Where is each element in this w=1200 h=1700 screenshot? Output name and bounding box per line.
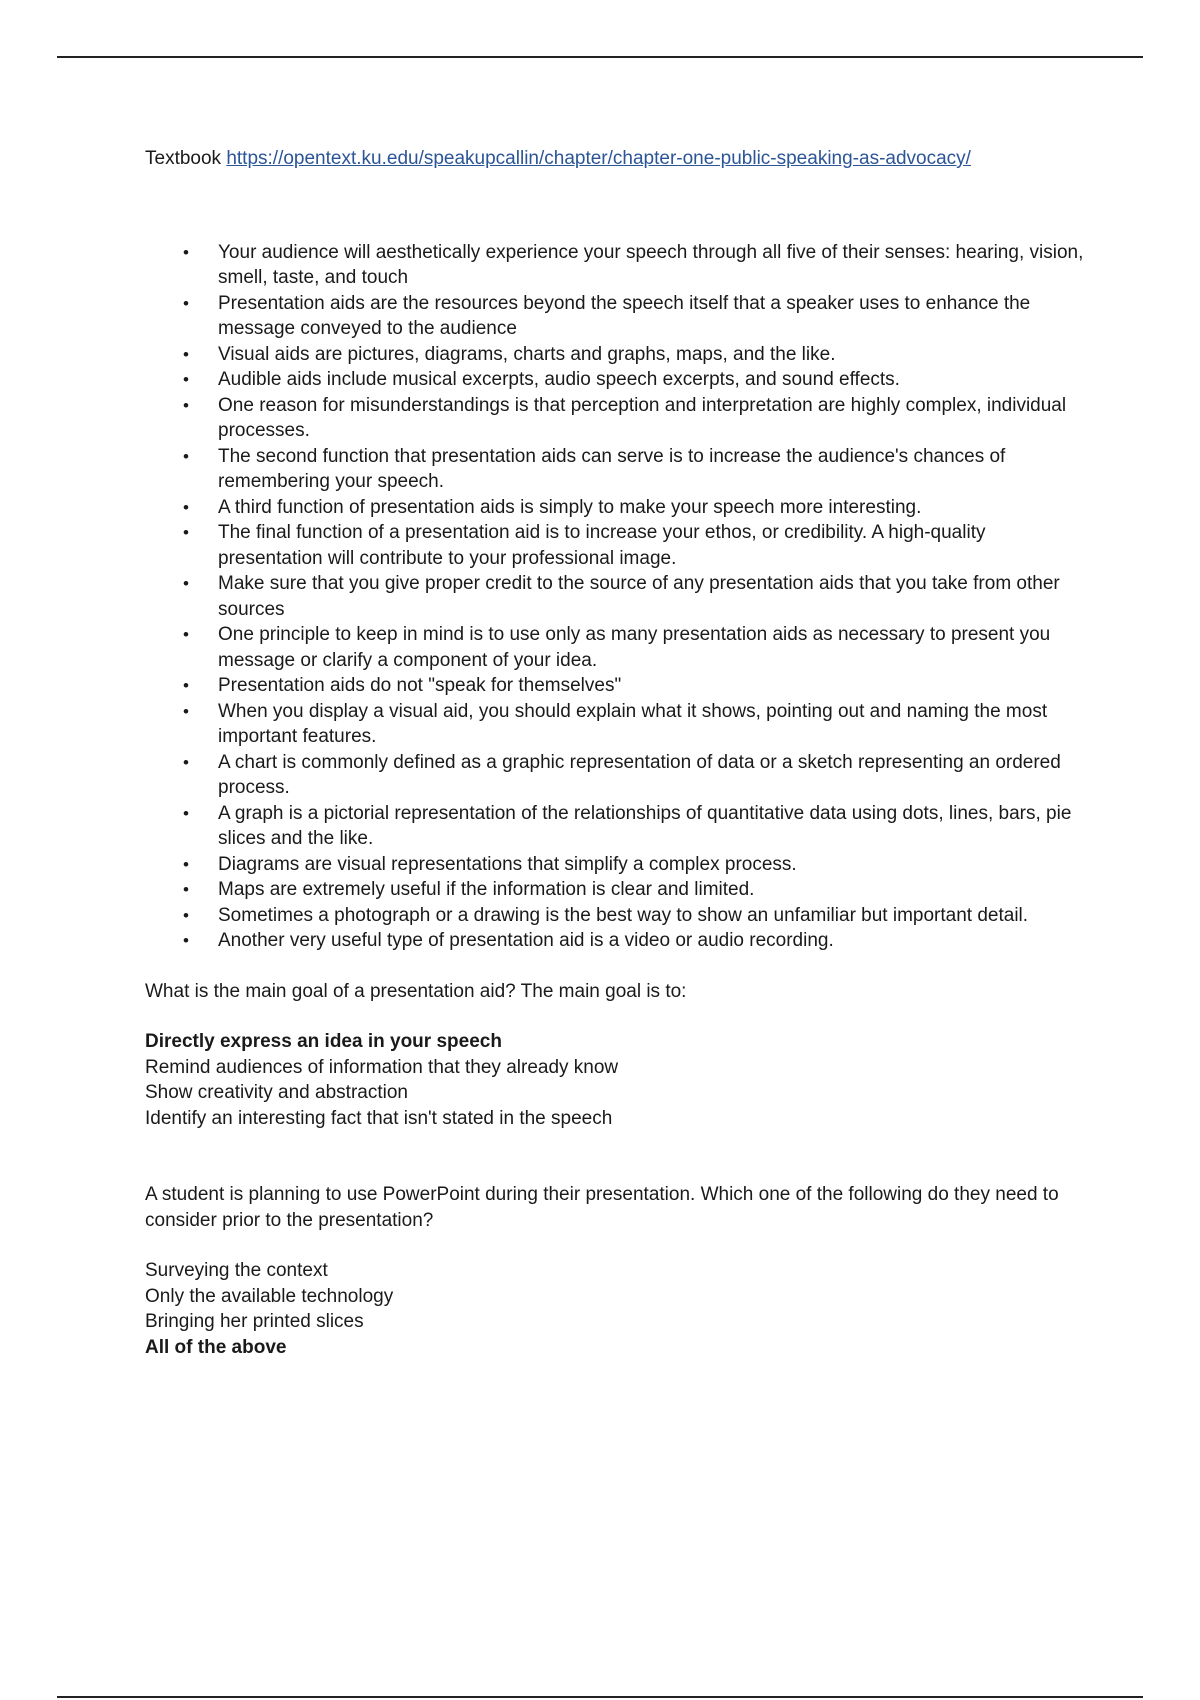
bullet-item	[145, 750, 1095, 801]
questions-section	[145, 979, 1095, 1361]
bullet-text: One reason for misunderstandings is that perception and interpretation are highly complex, individual processes.	[218, 394, 1067, 441]
bullet-dot-icon: •	[183, 854, 189, 874]
bullet-item	[145, 903, 1095, 929]
bullet-dot-icon: •	[183, 242, 189, 262]
textbook-label: Textbook	[145, 148, 222, 169]
bullet-item	[145, 367, 1095, 393]
answer-option-correct: Directly express an idea in your speech	[145, 1031, 502, 1052]
bullet-text: Presentation aids do not "speak for themselves"	[218, 675, 622, 696]
answer-list	[145, 1258, 1095, 1360]
bullet-text: One principle to keep in mind is to use only as many presentation aids as necessary to present you message or clarify a component of your idea.	[218, 624, 1051, 671]
bullet-item	[145, 801, 1095, 852]
bottom-rule	[57, 1696, 1143, 1698]
bullet-text: A graph is a pictorial representation of the relationships of quantitative data using dots, lines, bars, pie slices and the like.	[218, 802, 1072, 849]
bullet-item	[145, 673, 1095, 699]
bullet-item	[145, 342, 1095, 368]
bullet-text: Diagrams are visual representations that simplify a complex process.	[218, 853, 797, 875]
answer-option: Show creativity and abstraction	[145, 1082, 408, 1103]
bullet-item	[145, 571, 1095, 622]
bullet-text: The second function that presentation aids can serve is to increase the audience's chances of remembering your speech.	[218, 445, 1006, 492]
bullet-dot-icon: •	[183, 344, 189, 364]
answer-list	[145, 1029, 1095, 1131]
bullet-item	[145, 393, 1095, 444]
bullet-dot-icon: •	[183, 395, 189, 415]
answer-option: Identify an interesting fact that isn't stated in the speech	[145, 1107, 613, 1129]
textbook-link[interactable]: https://opentext.ku.edu/speakupcallin/chapter/chapter-one-public-speaking-as-advocacy/	[226, 148, 971, 169]
answer-option-correct: All of the above	[145, 1336, 287, 1358]
bullet-dot-icon: •	[183, 803, 189, 823]
key-points-list	[145, 240, 1095, 954]
bullet-dot-icon: •	[183, 931, 189, 950]
bullet-text: A third function of presentation aids is simply to make your speech more interesting.	[218, 496, 922, 518]
bullet-item	[145, 240, 1095, 291]
answer-option: Bringing her printed slices	[145, 1311, 364, 1332]
bullet-dot-icon: •	[183, 625, 189, 644]
bullet-text: Presentation aids are the resources beyond the speech itself that a speaker uses to enhance the message conveyed to the audience	[218, 292, 1031, 339]
bullet-text: Sometimes a photograph or a drawing is the best way to show an unfamiliar but important detail.	[218, 904, 1029, 926]
bullet-text: Make sure that you give proper credit to the source of any presentation aids that you take from other sources	[218, 573, 1060, 620]
bullet-dot-icon: •	[183, 574, 189, 593]
bullet-text: Another very useful type of presentation aid is a video or audio recording.	[218, 930, 834, 951]
bullet-item	[145, 877, 1095, 903]
bullet-dot-icon: •	[183, 880, 189, 899]
bullet-item	[145, 444, 1095, 495]
bullet-text: Audible aids include musical excerpts, audio speech excerpts, and sound effects.	[218, 369, 900, 390]
bullet-text: Your audience will aesthetically experience your speech through all five of their senses: hearing, vision, smell, taste, and touch	[218, 241, 1084, 288]
textbook-line	[145, 146, 1095, 172]
bullet-text: A chart is commonly defined as a graphic representation of data or a sketch representing an ordered process.	[218, 751, 1061, 798]
question-text: A student is planning to use PowerPoint during their presentation. Which one of the following do they need to consider prior to the presentation?	[145, 1184, 1059, 1231]
question-text: What is the main goal of a presentation aid? The main goal is to:	[145, 980, 687, 1002]
bullet-dot-icon: •	[183, 523, 189, 542]
bullet-item	[145, 928, 1095, 954]
bullet-item	[145, 699, 1095, 750]
answer-option: Only the available technology	[145, 1285, 394, 1307]
bullet-dot-icon: •	[183, 905, 189, 925]
bullet-item	[145, 495, 1095, 521]
top-rule	[57, 56, 1143, 58]
bullet-dot-icon: •	[183, 293, 189, 313]
bullet-dot-icon: •	[183, 701, 189, 721]
bullet-text: When you display a visual aid, you should explain what it shows, pointing out and naming the most important features.	[218, 700, 1048, 747]
bullet-item	[145, 520, 1095, 571]
bullet-item	[145, 622, 1095, 673]
bullet-text: Visual aids are pictures, diagrams, charts and graphs, maps, and the like.	[218, 343, 836, 365]
bullet-dot-icon: •	[183, 497, 189, 517]
answer-option: Surveying the context	[145, 1260, 328, 1281]
bullet-dot-icon: •	[183, 446, 189, 466]
bullet-dot-icon: •	[183, 370, 189, 389]
bullet-dot-icon: •	[183, 752, 189, 772]
bullet-dot-icon: •	[183, 676, 189, 695]
answer-option: Remind audiences of information that they already know	[145, 1056, 619, 1078]
bullet-text: The final function of a presentation aid is to increase your ethos, or credibility. A high-quality presentation will contribute to your professional image.	[218, 522, 986, 569]
bullet-item	[145, 291, 1095, 342]
bullet-item	[145, 852, 1095, 878]
document-page	[145, 146, 1095, 1360]
bullet-text: Maps are extremely useful if the information is clear and limited.	[218, 879, 755, 900]
